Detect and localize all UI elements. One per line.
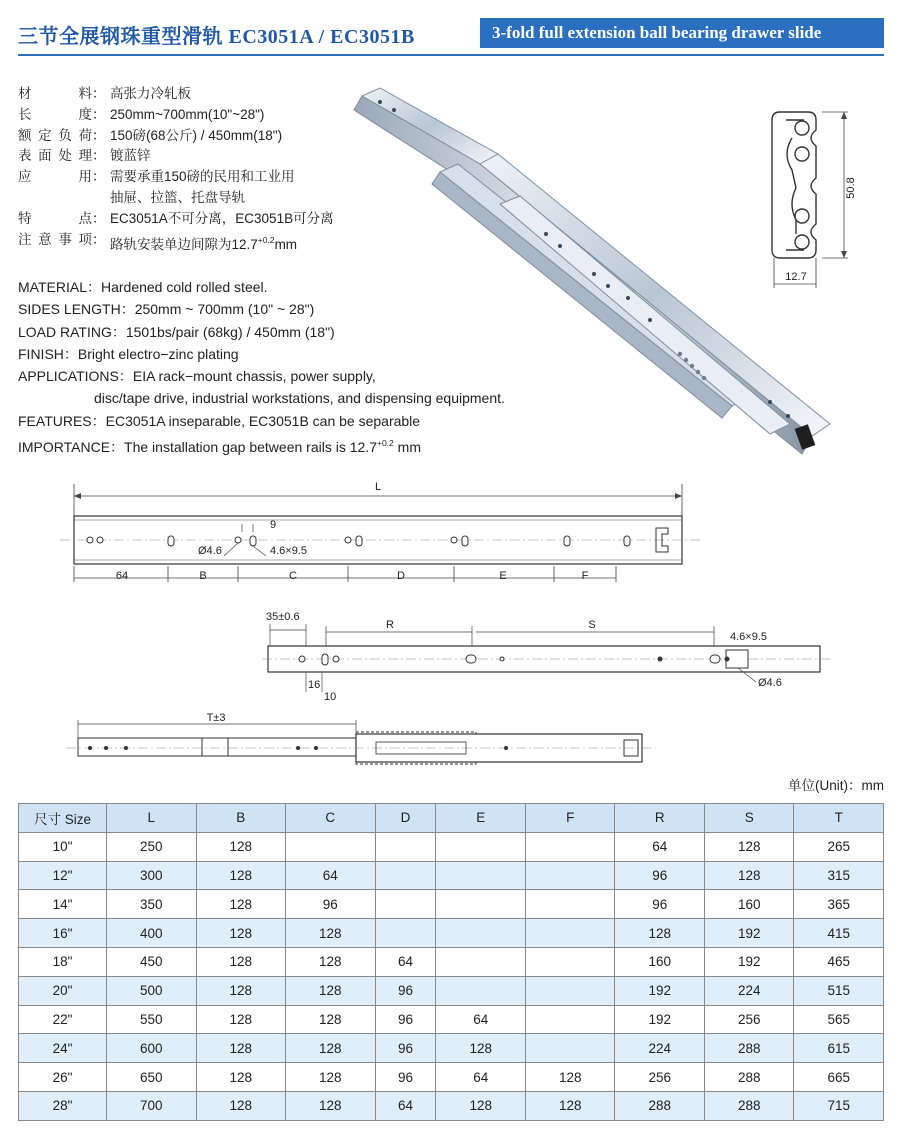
table-cell: 265	[794, 832, 884, 861]
table-cell: 16"	[19, 919, 107, 948]
spec-cn-value: 需要承重150磅的民用和工业用	[110, 169, 295, 185]
table-cell: 128	[286, 1005, 376, 1034]
spec-en-row: APPLICATIONS：EIA rack−mount chassis, power supply,	[18, 368, 376, 385]
segment-64-label: 64	[115, 570, 129, 582]
spec-en-row: LOAD RATING：1501bs/pair (68kg) / 450mm (18")	[18, 323, 335, 340]
spec-cn-colon: ：	[92, 148, 106, 164]
table-row	[19, 1034, 884, 1063]
spec-en-row: IMPORTANCE：The installation gap between rails is $12.7^{+0.2}$ mm	[18, 438, 421, 456]
table-cell: 288	[704, 1063, 794, 1092]
table-cell: 256	[704, 1005, 794, 1034]
table-cell	[525, 947, 615, 976]
spec-cn-colon: ：	[92, 231, 106, 247]
table-cell: 128	[704, 832, 794, 861]
table-row	[19, 1063, 884, 1092]
table-header-cell: B	[196, 804, 286, 833]
table-cell: 20"	[19, 976, 107, 1005]
table-cell: 192	[615, 976, 705, 1005]
table-cell: 128	[615, 919, 705, 948]
table-cell: 128	[196, 947, 286, 976]
table-header-cell: D	[375, 804, 436, 833]
dimension-r-label: R	[386, 619, 394, 631]
table-cell: 18"	[19, 947, 107, 976]
spec-cn-colon: ：	[92, 127, 106, 143]
table-cell: 565	[794, 1005, 884, 1034]
table-cell: 128	[286, 1091, 376, 1120]
segment-e-label: E	[499, 570, 507, 582]
page-title-en: 3-fold full extension ball bearing drawer slide	[480, 18, 884, 48]
spec-cn-row	[18, 105, 334, 126]
spec-cn-colon: ：	[92, 86, 106, 101]
segment-f-label: F	[581, 570, 589, 582]
table-cell: 128	[525, 1063, 615, 1092]
spec-cn-row	[18, 188, 334, 209]
table-cell: 192	[615, 1005, 705, 1034]
table-cell: 128	[196, 919, 286, 948]
table-cell: 64	[286, 861, 376, 890]
table-cell	[436, 976, 526, 1005]
table-cell: 128	[286, 1063, 376, 1092]
dimension-t-label: T±3	[206, 712, 226, 724]
spec-cn-value: 抽屉、拉篮、托盘导轨	[110, 189, 245, 205]
table-cell: 128	[704, 861, 794, 890]
dimension-l-label: L	[374, 481, 382, 493]
table-cell: 224	[704, 976, 794, 1005]
table-cell: 128	[286, 919, 376, 948]
table-cell	[436, 947, 526, 976]
table-cell: 28"	[19, 1091, 107, 1120]
table-cell	[286, 832, 376, 861]
spec-cn-label: 特 点	[18, 210, 92, 226]
spec-en-row: FINISH：Bright electro−zinc plating	[18, 345, 239, 362]
table-cell: 650	[107, 1063, 197, 1092]
table-header-cell: E	[436, 804, 526, 833]
spec-en-row: MATERIAL：Hardened cold rolled steel.	[18, 279, 268, 295]
table-row	[19, 976, 884, 1005]
table-cell: 128	[196, 976, 286, 1005]
table-cell: 128	[525, 1091, 615, 1120]
table-cell: 665	[794, 1063, 884, 1092]
table-cell: 224	[615, 1034, 705, 1063]
table-cell	[436, 832, 526, 861]
table-cell: 400	[107, 919, 197, 948]
table-row	[19, 1091, 884, 1120]
table-header-cell: T	[794, 804, 884, 833]
drawing-extended-slide	[66, 712, 656, 774]
table-cell: 365	[794, 890, 884, 919]
spec-cn-row	[18, 146, 334, 167]
spec-cn-row	[18, 84, 334, 105]
table-cell: 515	[794, 976, 884, 1005]
table-cell: 160	[704, 890, 794, 919]
table-cell: 350	[107, 890, 197, 919]
table-body	[19, 832, 884, 1120]
spec-cn-label: 长 度	[18, 106, 92, 122]
table-cell: 128	[436, 1091, 526, 1120]
table-header-cell: 尺寸 Size	[19, 804, 107, 833]
spec-cn-value: 路轨安装单边间隙为$12.7^{+0.2}mm$	[110, 234, 298, 252]
table-cell: 96	[615, 890, 705, 919]
spec-cn-label: 额定负荷	[18, 127, 92, 143]
table-cell: 600	[107, 1034, 197, 1063]
spec-cn-row	[18, 126, 334, 147]
table-cell	[525, 976, 615, 1005]
table-cell: 10"	[19, 832, 107, 861]
table-cell: 250	[107, 832, 197, 861]
header-rule	[18, 54, 884, 56]
table-cell: 615	[794, 1034, 884, 1063]
spec-cn-value: EC3051A不可分离，EC3051B可分离	[110, 210, 334, 226]
table-cell: 300	[107, 861, 197, 890]
size-table	[18, 803, 884, 1121]
table-cell	[436, 861, 526, 890]
dim-10-label: 10	[324, 691, 337, 703]
table-row	[19, 832, 884, 861]
table-cell	[525, 1005, 615, 1034]
table-cell	[525, 890, 615, 919]
spec-cn-value: 高张力冷轧板	[110, 86, 191, 101]
spec-cn-value: 250mm~700mm(10"~28")	[110, 106, 265, 122]
slot-size-label: 4.6×9.5	[270, 545, 308, 557]
hole-diameter-label: Ø4.6	[198, 545, 222, 557]
table-row	[19, 919, 884, 948]
table-cell: 256	[615, 1063, 705, 1092]
table-cell: 128	[286, 1034, 376, 1063]
table-cell	[525, 832, 615, 861]
table-cell	[375, 861, 436, 890]
table-cell	[375, 890, 436, 919]
spec-cn-label: 应 用	[18, 169, 92, 185]
table-cell: 128	[196, 890, 286, 919]
table-cell: 160	[615, 947, 705, 976]
offset-label: 35±0.6	[266, 611, 300, 623]
table-cell	[436, 919, 526, 948]
table-cell: 128	[196, 1091, 286, 1120]
profile-height-label: 50.8	[845, 177, 857, 199]
segment-b-label: B	[199, 570, 207, 582]
profile-cross-section	[766, 108, 866, 298]
header	[18, 14, 884, 52]
table-cell: 96	[375, 1063, 436, 1092]
spec-cn-label: 表面处理	[18, 148, 92, 164]
table-cell: 14"	[19, 890, 107, 919]
table-row	[19, 890, 884, 919]
table-cell: 128	[286, 947, 376, 976]
table-cell: 96	[375, 1034, 436, 1063]
table-cell: 128	[196, 1005, 286, 1034]
table-header-row	[19, 804, 884, 833]
table-cell: 192	[704, 919, 794, 948]
table-cell	[436, 890, 526, 919]
spec-cn-label	[18, 188, 92, 209]
table-cell: 465	[794, 947, 884, 976]
dimension-s-label: S	[588, 619, 596, 631]
spec-cn-row	[18, 209, 334, 230]
table-cell: 128	[286, 976, 376, 1005]
table-cell	[525, 861, 615, 890]
spec-cn-colon	[92, 188, 100, 209]
table-header-cell: R	[615, 804, 705, 833]
spec-cn-label: 材 料	[18, 86, 92, 101]
table-cell: 128	[196, 1063, 286, 1092]
table-cell: 715	[794, 1091, 884, 1120]
spec-en-row: SIDES LENGTH：250mm ~ 700mm (10" ~ 28")	[18, 301, 315, 318]
table-cell: 12"	[19, 861, 107, 890]
spec-en-row: FEATURES：EC3051A inseparable, EC3051B can be separable	[18, 412, 421, 429]
table-cell: 192	[704, 947, 794, 976]
table-cell: 64	[436, 1005, 526, 1034]
table-cell: 315	[794, 861, 884, 890]
page-title-cn: 三节全展钢珠重型滑轨 EC3051A / EC3051B	[18, 26, 415, 48]
table-cell: 700	[107, 1091, 197, 1120]
spec-cn-colon: ：	[92, 106, 106, 122]
hole-callout-label: Ø4.6	[758, 677, 782, 689]
spec-list-cn	[18, 84, 334, 255]
segment-c-label: C	[289, 570, 297, 582]
slot-callout-label: 4.6×9.5	[730, 631, 768, 643]
spec-cn-value: 150磅(68公斤) / 450mm(18")	[110, 127, 283, 143]
profile-width-label: 12.7	[785, 271, 807, 283]
table-cell: 64	[375, 1091, 436, 1120]
table-cell: 128	[196, 832, 286, 861]
table-header-cell: L	[107, 804, 197, 833]
table-cell	[525, 919, 615, 948]
table-cell: 64	[375, 947, 436, 976]
drawing-inner-rail	[262, 606, 832, 706]
table-cell: 64	[615, 832, 705, 861]
spec-cn-colon: ：	[92, 169, 106, 185]
spec-cn-colon: ：	[92, 210, 106, 226]
dim-16-label: 16	[308, 679, 321, 691]
table-header-cell: C	[286, 804, 376, 833]
table-cell: 128	[196, 1034, 286, 1063]
table-cell	[375, 832, 436, 861]
table-cell: 550	[107, 1005, 197, 1034]
table-cell: 96	[615, 861, 705, 890]
spec-en-row: disc/tape drive, industrial workstations, and dispensing equipment.	[94, 390, 505, 407]
table-cell: 450	[107, 947, 197, 976]
table-cell: 96	[375, 1005, 436, 1034]
table-cell: 415	[794, 919, 884, 948]
table-cell: 26"	[19, 1063, 107, 1092]
table-row	[19, 1005, 884, 1034]
table-cell: 128	[196, 861, 286, 890]
unit-label: 单位(Unit)：mm	[788, 778, 884, 793]
table-cell: 64	[436, 1063, 526, 1092]
table-cell: 128	[436, 1034, 526, 1063]
table-header-cell: S	[704, 804, 794, 833]
spec-cn-row	[18, 230, 334, 256]
gap-label: 9	[270, 519, 277, 531]
spec-cn-label: 注意事项	[18, 231, 92, 247]
table-cell: 288	[615, 1091, 705, 1120]
table-row	[19, 947, 884, 976]
table-cell: 22"	[19, 1005, 107, 1034]
table-cell	[525, 1034, 615, 1063]
table-cell: 24"	[19, 1034, 107, 1063]
table-row	[19, 861, 884, 890]
drawing-outer-rail	[60, 476, 700, 588]
table-cell: 288	[704, 1034, 794, 1063]
table-cell	[375, 919, 436, 948]
table-cell: 288	[704, 1091, 794, 1120]
spec-cn-value: 镀蓝锌	[110, 148, 151, 164]
table-cell: 96	[286, 890, 376, 919]
table-cell: 96	[375, 976, 436, 1005]
table-header-cell: F	[525, 804, 615, 833]
spec-cn-row	[18, 167, 334, 188]
segment-d-label: D	[397, 570, 405, 582]
table-cell: 500	[107, 976, 197, 1005]
